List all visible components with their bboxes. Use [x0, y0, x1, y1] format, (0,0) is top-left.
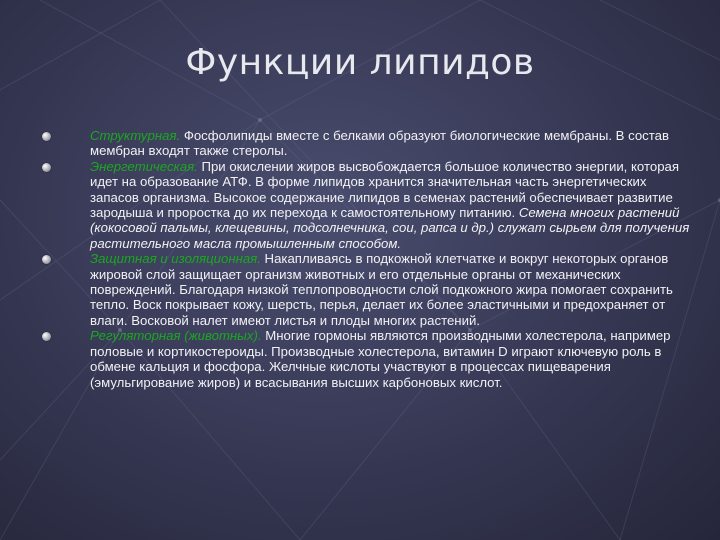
list-item-text	[90, 159, 690, 251]
function-description: Фосфолипиды вместе с белками образуют биологические мембраны. В состав мембран входят также стеролы.	[90, 128, 670, 159]
list-item-text	[90, 251, 690, 328]
list-item-structural	[42, 128, 690, 159]
lipid-functions-list	[42, 128, 690, 390]
sphere-bullet-icon	[42, 255, 51, 264]
function-description: Накапливаясь в подкожной клетчатке и вокруг некоторых органов жировой слой защищает организм животных и его отдельные органы от механических повреждений. Благодаря низкой теплопроводности слой подкожного жира помогает сохранить тепло. Воск покрывает кожу, шерсть, перья, делает их более эластичными и предохраняет от влаги. Восковой налет имеют листья и плоды многих растений.	[90, 251, 673, 328]
list-item-regulatory	[42, 328, 690, 390]
function-description: При окислении жиров высвобождается большое количество энергии, которая идет на образование АТФ. В форме липидов хранится значительная часть энергетических запасов организма. Высокое содержание липидов в семенах растений обеспечивает развитие зародыша и проростка до их перехода к самостоятельному питанию.	[90, 158, 680, 221]
function-keyword: Структурная.	[90, 128, 181, 143]
function-keyword: Энергетическая.	[90, 158, 198, 174]
function-description: Многие гормоны являются производными холестерола, например половые и кортикостероиды. Производные холестерола, витамин D играют ключевую роль в обмене кальция и фосфора. Желчные кислоты участвуют в процессах пищеварения (эмульгирование жиров) и всасывания высших карбоновых кислот.	[90, 328, 671, 390]
slide-title: Функции липидов	[185, 42, 535, 83]
sphere-bullet-icon	[42, 332, 51, 341]
function-italic-note: Семена многих растений (кокосовой пальмы, клещевины, подсолнечника, сои, рапса и др.) служат сырьем для получения растительного масла промышленным способом.	[90, 205, 690, 251]
sphere-bullet-icon	[42, 163, 51, 172]
list-item-protective	[42, 251, 690, 328]
list-item-text	[90, 328, 690, 390]
list-item-energy	[42, 159, 690, 251]
list-item-text	[90, 128, 690, 159]
sphere-bullet-icon	[42, 132, 51, 141]
function-keyword: Регуляторная (животных).	[90, 328, 262, 344]
function-keyword: Защитная и изоляционная.	[90, 251, 261, 267]
